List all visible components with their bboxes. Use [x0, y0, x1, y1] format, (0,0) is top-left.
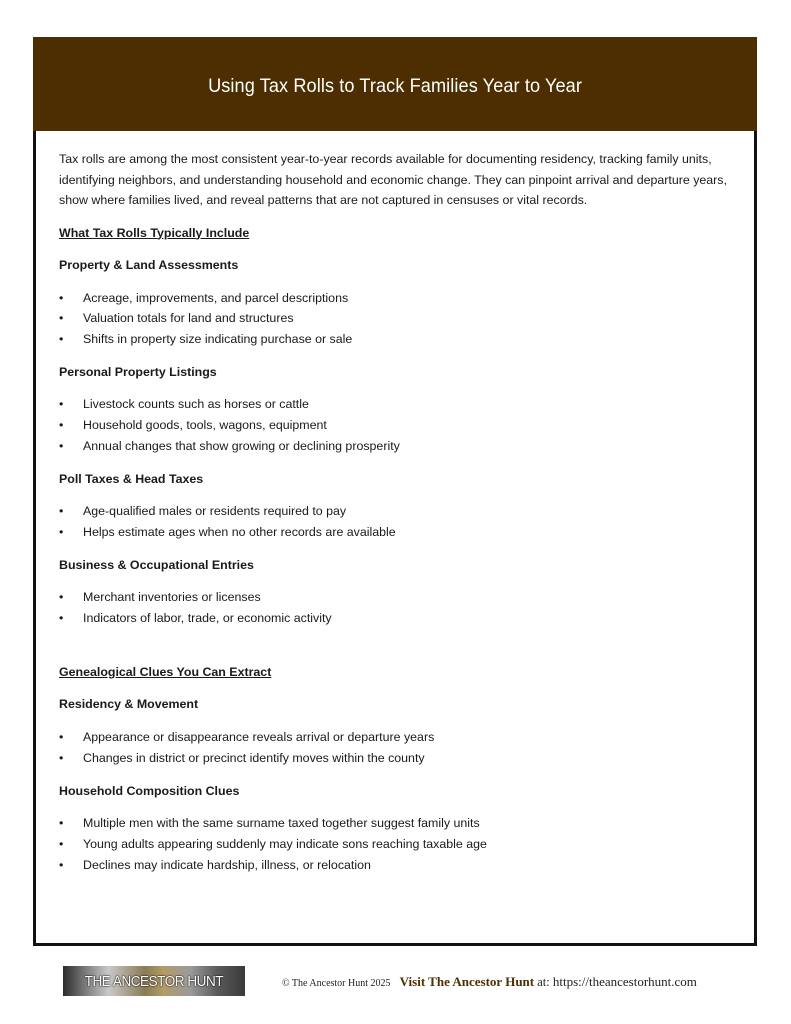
bullet-list-residency-movement: [59, 727, 729, 769]
ancestor-hunt-logo[interactable]: [63, 966, 245, 996]
bullet-icon: •: [59, 590, 64, 605]
list-item: • Changes in district or precinct identify moves within the county: [59, 748, 729, 769]
bullet-list-property-land: [59, 288, 729, 350]
bullet-icon: •: [59, 729, 64, 744]
bullet-icon: •: [59, 750, 64, 765]
bullet-list-household-composition: [59, 813, 729, 875]
list-item: • Indicators of labor, trade, or economic activity: [59, 608, 729, 629]
subheading-business-occupational: Business & Occupational Entries: [59, 557, 254, 572]
subheading-poll-taxes: Poll Taxes & Head Taxes: [59, 471, 204, 486]
document-body: [59, 149, 729, 887]
list-item: • Acreage, improvements, and parcel descriptions: [59, 288, 729, 309]
subheading-personal-property: Personal Property Listings: [59, 364, 217, 379]
bullet-list-business-occupational: [59, 587, 729, 629]
subheading-household-composition: Household Composition Clues: [59, 783, 240, 798]
page-footer: [0, 966, 791, 998]
bullet-icon: •: [59, 816, 64, 831]
list-item: • Declines may indicate hardship, illness, or relocation: [59, 855, 729, 876]
website-link[interactable]: https://theancestorhunt.com: [552, 974, 697, 989]
subheading-residency-movement: Residency & Movement: [59, 697, 199, 712]
list-item: • Merchant inventories or licenses: [59, 587, 729, 608]
bullet-icon: •: [59, 397, 64, 412]
bullet-icon: •: [59, 836, 64, 851]
list-item: • Age-qualified males or residents required to pay: [59, 501, 729, 522]
title-banner: [33, 37, 757, 131]
at-label: at:: [534, 975, 553, 989]
bullet-list-poll-taxes: [59, 501, 729, 543]
bullet-icon: •: [59, 418, 64, 433]
list-item: • Annual changes that show growing or declining prosperity: [59, 436, 729, 457]
bullet-icon: •: [59, 504, 64, 519]
visit-label: Visit The Ancestor Hunt: [399, 974, 535, 989]
bullet-icon: •: [59, 611, 64, 626]
page-title: Using Tax Rolls to Track Families Year to Year: [208, 74, 582, 97]
section-heading-what-tax-rolls-include: What Tax Rolls Typically Include: [59, 225, 250, 240]
list-item: • Helps estimate ages when no other records are available: [59, 522, 729, 543]
bullet-icon: •: [59, 857, 64, 872]
logo-text: THE ANCESTOR HUNT: [84, 972, 224, 990]
subheading-property-land: Property & Land Assessments: [59, 258, 239, 272]
list-item: • Livestock counts such as horses or cattle: [59, 394, 729, 415]
bullet-icon: •: [59, 438, 64, 453]
bullet-icon: •: [59, 332, 64, 347]
bullet-list-personal-property: [59, 394, 729, 456]
section-heading-genealogical-clues: Genealogical Clues You Can Extract: [59, 664, 272, 679]
section-spacer: [59, 641, 729, 662]
list-item: • Shifts in property size indicating purchase or sale: [59, 329, 729, 350]
list-item: • Valuation totals for land and structures: [59, 308, 729, 329]
list-item: • Multiple men with the same surname taxed together suggest family units: [59, 813, 729, 834]
bullet-icon: •: [59, 525, 64, 540]
copyright-text: © The Ancestor Hunt 2025: [282, 978, 391, 989]
intro-paragraph: Tax rolls are among the most consistent year-to-year records available for documenting residency, tracking family units, identifying neighbors, and understanding household and economic change. They can pinpoint arrival and departure years, show where families lived, and reveal patterns that are not captured in censuses or vital records.: [59, 152, 727, 207]
list-item: • Appearance or disappearance reveals arrival or departure years: [59, 727, 729, 748]
footer-credit: [282, 974, 697, 990]
bullet-icon: •: [59, 290, 64, 305]
list-item: • Young adults appearing suddenly may indicate sons reaching taxable age: [59, 834, 729, 855]
list-item: • Household goods, tools, wagons, equipment: [59, 415, 729, 436]
bullet-icon: •: [59, 311, 64, 326]
